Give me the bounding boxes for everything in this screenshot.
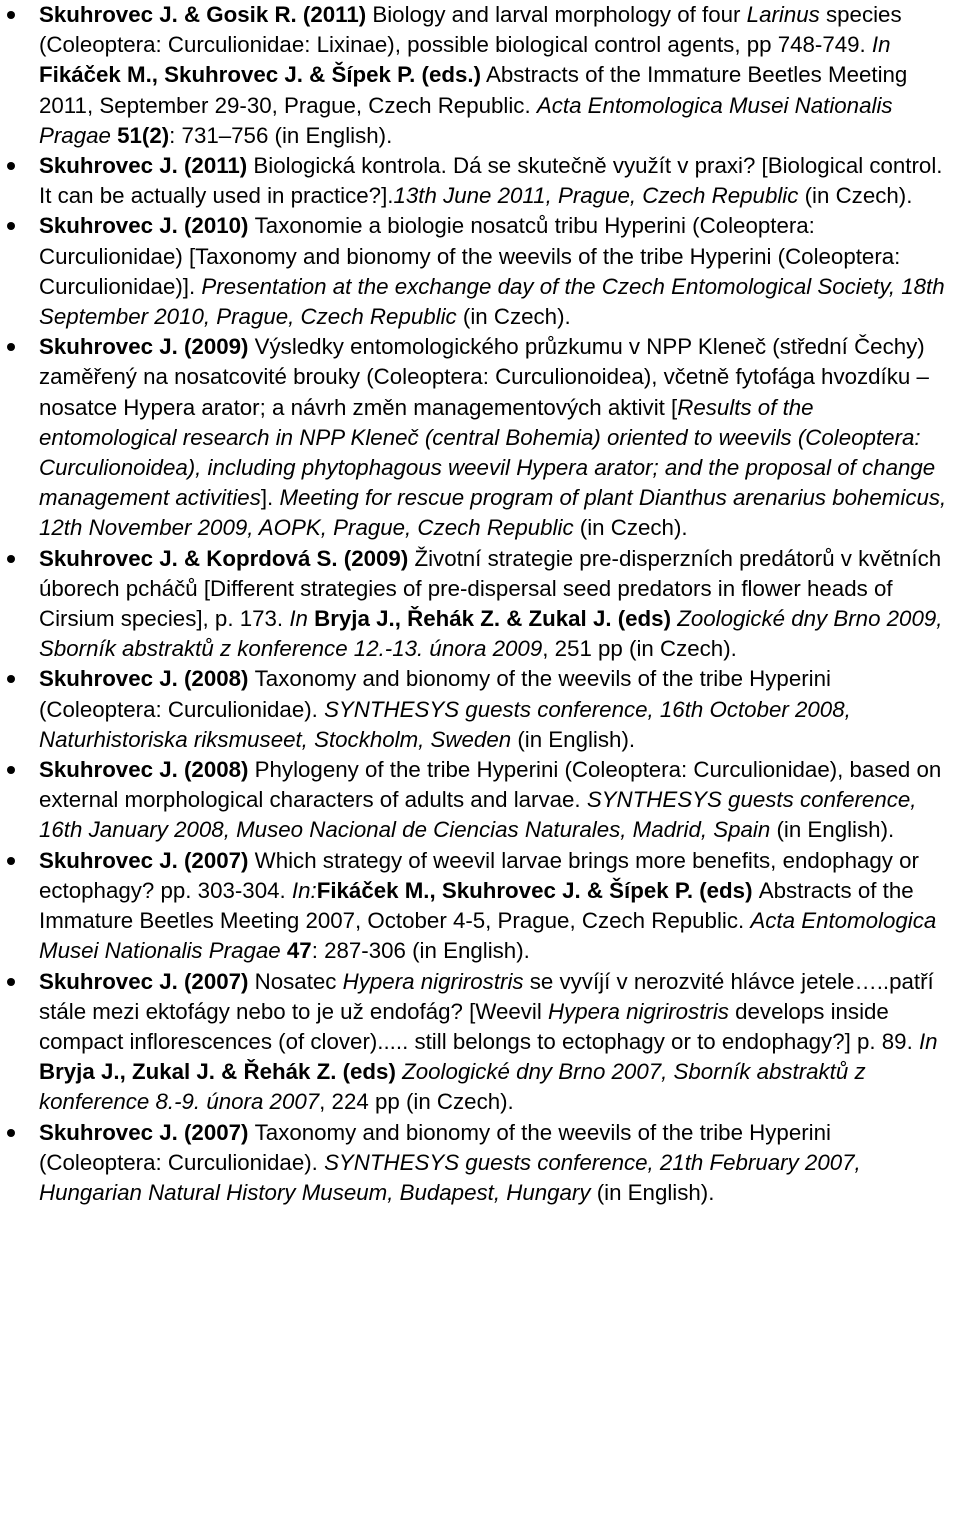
- reference-text: (in Czech).: [456, 304, 571, 330]
- reference-item: [39, 211, 954, 332]
- reference-text: Skuhrovec J. (2007): [39, 1119, 255, 1145]
- reference-text: (in Czech).: [798, 183, 913, 209]
- reference-text: , 251 pp (in Czech).: [542, 636, 737, 662]
- reference-text: Zoologické dny Brno 2007, Sborník abstraktů z konference 8.-9. února 2007: [39, 1059, 866, 1115]
- reference-text: , 224 pp (in Czech).: [319, 1089, 514, 1115]
- reference-text: se vyvíjí v nerozvité hlávce jetele…..patří stále mezi ektofágy nebo to je už endofág? [Weevil: [39, 968, 934, 1024]
- reference-text: Skuhrovec J. & Gosik R. (2011): [39, 2, 373, 27]
- reference-text: In: [918, 1028, 938, 1054]
- reference-text: Biology and larval morphology of four: [372, 2, 747, 27]
- reference-text: Which strategy of weevil larvae brings more benefits, endophagy or ectophagy? pp. 303-304.: [39, 847, 919, 903]
- reference-text: Skuhrovec J. (2007): [39, 847, 255, 873]
- reference-text: Taxonomy and bionomy of the weevils of the tribe Hyperini (Coleoptera: Curculionidae).: [39, 1119, 831, 1175]
- reference-text: Fikáček M., Skuhrovec J. & Šípek P. (eds): [316, 877, 759, 903]
- reference-item: [39, 0, 954, 151]
- reference-text: (in English).: [590, 1179, 715, 1205]
- reference-text: Bryja J., Zukal J. & Řehák Z. (eds): [39, 1059, 403, 1085]
- reference-text: Skuhrovec J. (2008): [39, 757, 255, 783]
- reference-text: 13th June 2011, Prague, Czech Republic: [393, 183, 799, 209]
- reference-text: SYNTHESYS guests conference, 16th October 2008, Naturhistoriska riksmuseet, Stockholm, Sweden: [39, 696, 851, 752]
- reference-item: [39, 846, 954, 967]
- reference-text: Skuhrovec J. & Koprdová S. (2009): [39, 545, 415, 571]
- reference-text: Skuhrovec J. (2011): [39, 153, 254, 179]
- reference-text: 51(2): [117, 122, 170, 148]
- reference-text: In: [289, 606, 308, 632]
- reference-text: Bryja J., Řehák Z. & Zukal J. (eds): [307, 606, 678, 632]
- reference-item: [39, 755, 954, 846]
- reference-text: Fikáček M., Skuhrovec J. & Šípek P. (eds.): [39, 62, 481, 88]
- reference-text: Larinus: [746, 2, 820, 27]
- reference-text: Biologická kontrola. Dá se skutečně využít v praxi? [Biological control. It can be actually used in practice?].: [39, 153, 943, 209]
- reference-text: Skuhrovec J. (2009): [39, 334, 255, 360]
- reference-text: develops inside compact inflorescences (of clover)..... still belongs to ectophagy or to endophagy?] p. 89.: [39, 998, 919, 1054]
- reference-text: Výsledky entomologického průzkumu v NPP Kleneč (střední Čechy) zaměřený na nosatcovité brouky (Coleoptera: Curculionoidea), včetně fytofága hvozdíku – nosatce Hypera arator; a návrh změn managementových aktivit [: [39, 334, 929, 420]
- reference-text: Taxonomie a biologie nosatců tribu Hyperini (Coleoptera: Curculionidae) [Taxonomy and bionomy of the weevils of the tribe Hyperini (Coleoptera: Curculionidae)].: [39, 213, 901, 299]
- reference-text: Taxonomy and bionomy of the weevils of the tribe Hyperini (Coleoptera: Curculionidae).: [39, 666, 831, 722]
- reference-text: Zoologické dny Brno 2009, Sborník abstraktů z konference 12.-13. února 2009: [39, 606, 943, 662]
- reference-list: [39, 0, 954, 1208]
- reference-item: [39, 1118, 954, 1209]
- reference-text: Results of the entomological research in NPP Kleneč (central Bohemia) oriented to weevils (Coleoptera: Curculionoidea), including phytophagous weevil Hypera arator; and the proposal of change management activities: [39, 394, 936, 511]
- reference-item: [39, 151, 954, 211]
- reference-text: species (Coleoptera: Curculionidae: Lixinae), possible biological control agents, pp 748-749.: [39, 2, 902, 58]
- reference-text: SYNTHESYS guests conference, 21th February 2007, Hungarian Natural History Museum, Budapest, Hungary: [39, 1149, 861, 1205]
- reference-text: (in Czech).: [573, 515, 688, 541]
- reference-text: Hypera nigrirostris: [548, 998, 729, 1024]
- reference-text: Phylogeny of the tribe Hyperini (Coleoptera: Curculionidae), based on external morphological characters of adults and larvae.: [39, 757, 942, 813]
- reference-text: In:: [291, 877, 317, 903]
- reference-text: SYNTHESYS guests conference, 16th January 2008, Museo Nacional de Ciencias Naturales, Madrid, Spain: [39, 787, 917, 843]
- reference-text: Skuhrovec J. (2007): [39, 968, 255, 994]
- reference-text: : 287-306 (in English).: [311, 938, 530, 964]
- reference-item: [39, 332, 954, 543]
- reference-item: [39, 544, 954, 665]
- reference-text: Abstracts of the Immature Beetles Meeting 2007, October 4-5, Prague, Czech Republic.: [39, 877, 914, 934]
- reference-text: In: [871, 32, 891, 58]
- reference-text: Meeting for rescue program of plant Dianthus arenarius bohemicus, 12th November 2009, AOPK, Prague, Czech Republic: [39, 485, 947, 541]
- reference-text: Presentation at the exchange day of the Czech Entomological Society, 18th September 2010, Prague, Czech Republic: [39, 273, 945, 330]
- reference-text: Nosatec: [254, 968, 343, 994]
- reference-text: Abstracts of the Immature Beetles Meeting 2011, September 29-30, Prague, Czech Republic.: [39, 62, 908, 118]
- reference-text: ].: [260, 485, 280, 511]
- reference-text: (in English).: [511, 726, 636, 752]
- reference-text: Acta Entomologica Musei Nationalis Pragae: [39, 908, 937, 964]
- reference-item: [39, 967, 954, 1118]
- reference-text: Skuhrovec J. (2010): [39, 213, 255, 239]
- reference-text: : 731–756 (in English).: [169, 122, 393, 148]
- reference-text: (in English).: [770, 817, 895, 843]
- reference-text: 47: [286, 938, 312, 964]
- reference-text: Acta Entomologica Musei Nationalis Pragae: [39, 92, 893, 148]
- reference-text: Hypera nigrirostris: [342, 968, 524, 994]
- reference-text: Skuhrovec J. (2008): [39, 666, 255, 692]
- reference-item: [39, 664, 954, 755]
- reference-text: Životní strategie pre-disperzních predátorů v květních úborech pcháčů [Different strategies of pre-dispersal seed predators in flower heads of Cirsium species], p. 173.: [39, 545, 942, 632]
